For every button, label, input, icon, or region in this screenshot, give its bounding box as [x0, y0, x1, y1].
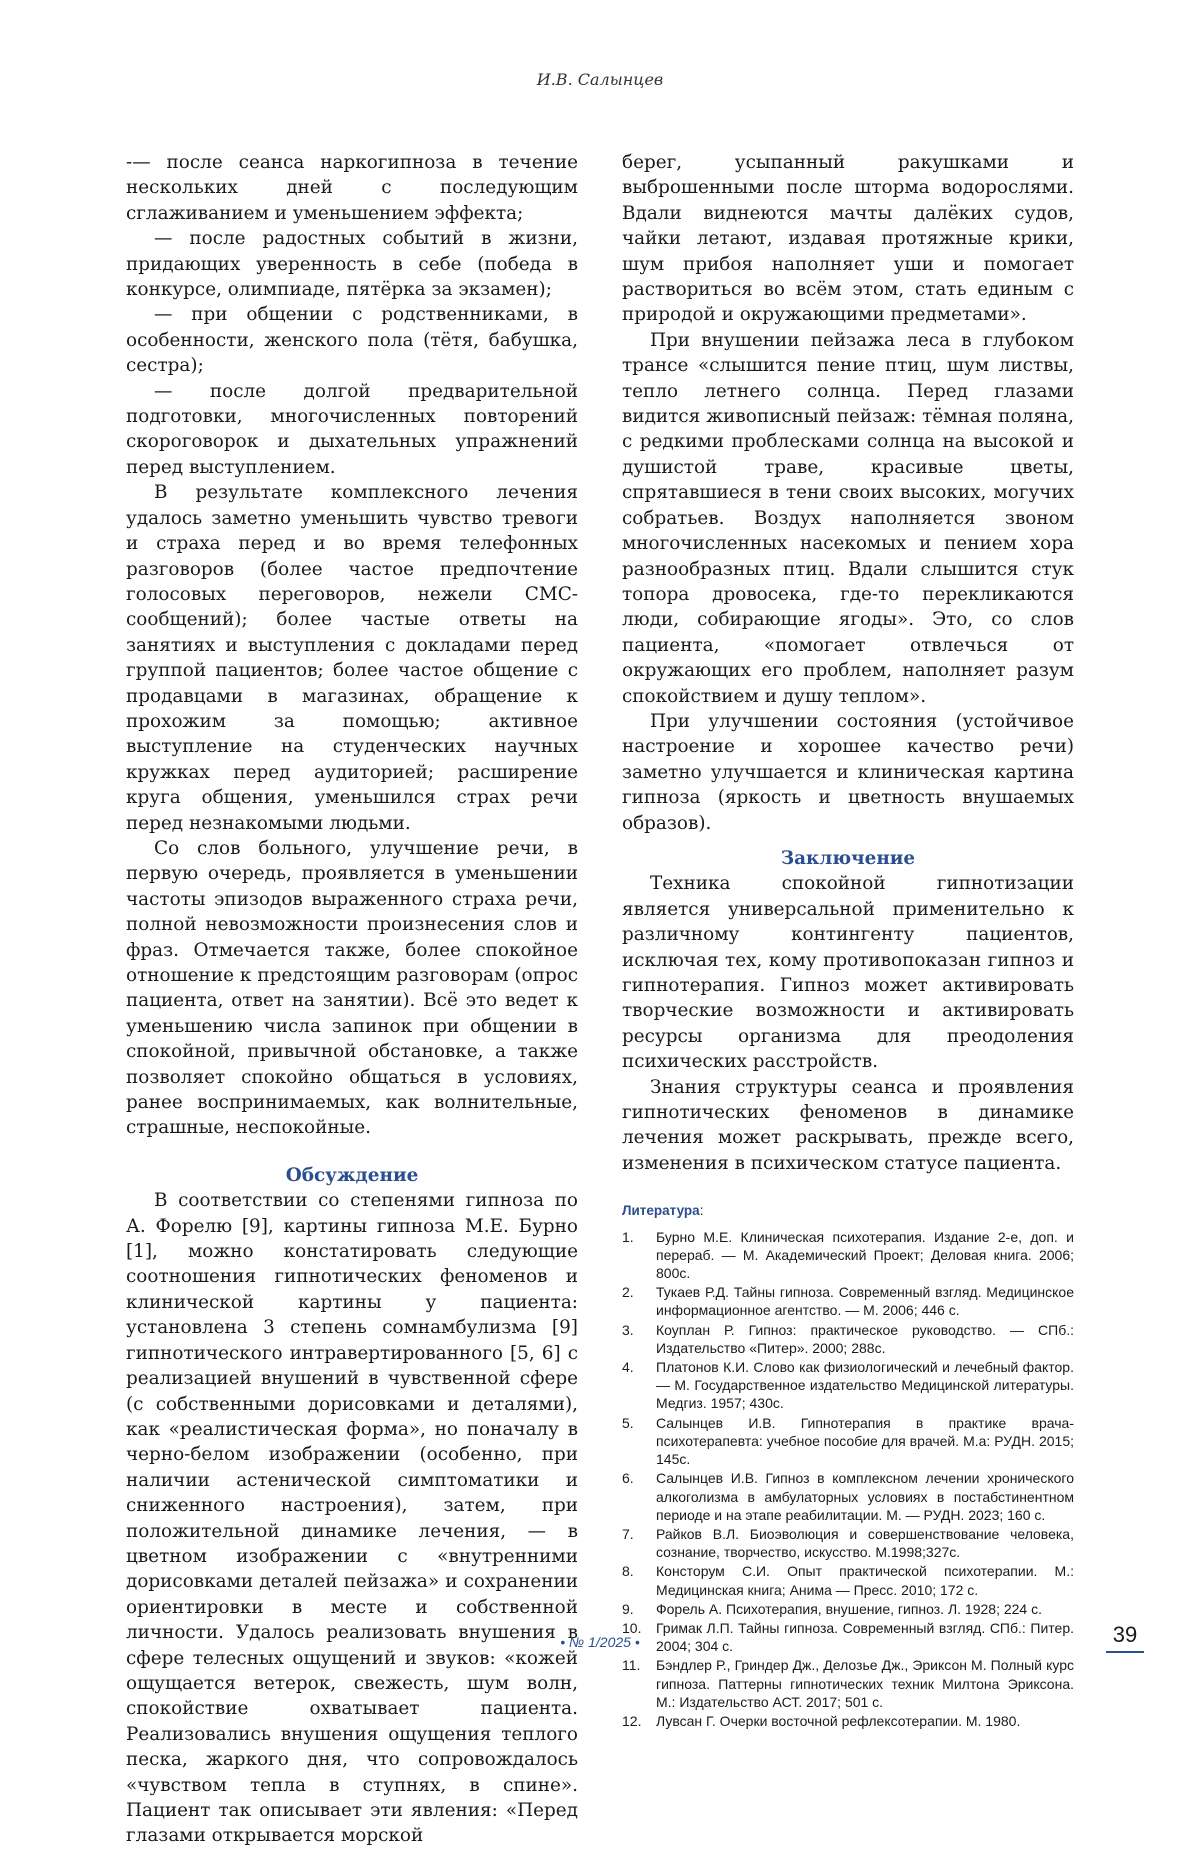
reference-item	[622, 1600, 1074, 1618]
paragraph: При улучшении состояния (устойчивое настроение и хорошее качество речи) заметно улучшается и клиническая картина гипноза (яркость и цветность внушаемых образов).	[622, 710, 1074, 834]
reference-number: 3.	[622, 1321, 634, 1338]
paragraph: -— после сеанса наркогипноза в течение нескольких дней с последующим сглаживанием и уменьшением эффекта;	[126, 152, 578, 224]
paragraph: В результате комплексного лечения удалось заметно уменьшить чувство тревоги и страха перед и во время телефонных разговоров (более частое предпочтение голосовых переговоров, нежели СМС-сообщений); более частые ответы на занятиях и выступления с докладами перед группой пациентов; более частое общение с продавцами в магазинах, обращение к прохожим за помощью; активное выступление на студенческих научных кружках перед аудиторией; расширение круга общения, уменьшился страх речи перед незнакомыми людьми.	[126, 482, 578, 834]
references-title	[622, 1198, 1074, 1223]
paragraph: берег, усыпанный ракушками и выброшенными после шторма водорослями. Вдали виднеются мачты далёких судов, чайки летают, издавая протяжные крики, шум прибоя наполняет уши и помогает раствориться во всём этом, стать единым с природой и окружающими предметами».	[622, 152, 1074, 326]
paragraph: В соответствии со степенями гипноза по А. Форелю [9], картины гипноза М.Е. Бурно [1], можно констатировать следующие соотношения гипнотических феноменов и клинической картины у пациента: установлена 3 степень сомнамбулизма [9] гипнотического интравертированного [5, 6] с реализацией внушений в чувственной сфере (с собственными дорисовками и деталями), как «реалистическая форма», но поначалу в черно-белом изображении (особенно, при наличии астенической симптоматики и сниженного настроения), затем, при положительной динамике лечения, — в цветном изображении с «внутренними дорисовками деталей пейзажа» и сохранении ориентировки в месте и собственной личности. Удалось реализовать внушения в сфере телесных ощущений и звуков: «кожей ощущается ветерок, свежесть, шум волн, спокойствие охватывает пациента. Реализовались внушения ощущения теплого песка, жаркого дня, что сопровождалось «чувством тепла в ступнях, в спине». Пациент так описывает эти явления: «Перед глазами открывается морской	[126, 1190, 578, 1847]
reference-number: 1.	[622, 1228, 634, 1245]
reference-text: Райков В.Л. Биоэволюция и совершенствование человека, сознание, творчество, искусство. М.1998;327с.	[656, 1525, 1074, 1561]
reference-item	[622, 1562, 1074, 1598]
reference-text: Бурно М.Е. Клиническая психотерапия. Издание 2-е, доп. и перераб. — М. Академический Проект; Деловая книга. 2006; 800с.	[656, 1228, 1074, 1282]
reference-text: Бэндлер Р., Гриндер Дж., Делозье Дж., Эриксон М. Полный курс гипноза. Паттерны гипнотических техник Милтона Эриксона. М.: Издательство АСТ. 2017; 501 с.	[656, 1657, 1074, 1710]
reference-text: Платонов К.И. Слово как физиологический и лечебный фактор. — М. Государственное издательство Медицинской литературы. Медгиз. 1957; 430с.	[656, 1359, 1074, 1412]
paragraph: Знания структуры сеанса и проявления гипнотических феноменов в динамике лечения может раскрывать, прежде всего, изменения в психическом статусе пациента.	[622, 1076, 1074, 1174]
footer-issue-number: • № 1/2025 •	[560, 1634, 640, 1650]
running-head-author: И.В. Салынцев	[536, 70, 664, 89]
reference-number: 5.	[622, 1414, 634, 1431]
reference-number: 8.	[622, 1563, 634, 1580]
reference-item	[622, 1469, 1074, 1524]
reference-item	[622, 1712, 1074, 1730]
reference-item	[622, 1321, 1074, 1357]
section-heading-conclusion: Заключение	[780, 847, 916, 869]
reference-text: Лувсан Г. Очерки восточной рефлексотерапии. М. 1980.	[656, 1712, 1021, 1729]
reference-number: 4.	[622, 1359, 634, 1376]
references-title-colon: :	[699, 1203, 704, 1219]
section-heading-discussion: Обсуждение	[285, 1164, 419, 1186]
reference-item	[622, 1283, 1074, 1319]
reference-item	[622, 1525, 1074, 1561]
references-list	[622, 1228, 1074, 1730]
paragraph: — после радостных событий в жизни, придающих уверенность в себе (победа в конкурсе, олимпиаде, пятёрка за экзамен);	[126, 228, 578, 301]
paragraph: Техника спокойной гипнотизации является универсальной применительно к различному контингенту пациентов, исключая тех, кому противопоказан гипноз и гипнотерапия. Гипноз может активировать творческие возможности и активировать ресурсы организма для преодоления психических расстройств.	[622, 873, 1074, 1073]
paragraph: — при общении с родственниками, в особенности, женского пола (тётя, бабушка, сестра);	[126, 304, 578, 377]
reference-text: Консторум С.И. Опыт практической психотерапии. М.: Медицинская книга; Анима — Пресс. 2010; 172 с.	[656, 1563, 1074, 1598]
reference-item	[622, 1228, 1074, 1283]
reference-text: Салынцев И.В. Гипнотерапия в практике врача-психотерапевта: учебное пособие для врачей. М.а: РУДН. 2015; 145с.	[656, 1414, 1074, 1468]
reference-number: 6.	[622, 1470, 634, 1487]
reference-number: 11.	[622, 1657, 641, 1674]
reference-text: Тукаев Р.Д. Тайны гипноза. Современный взгляд. Медицинское информационное агентство. — М. 2006; 446 с.	[656, 1284, 1074, 1319]
reference-number: 2.	[622, 1284, 634, 1301]
reference-number: 10.	[622, 1619, 642, 1636]
reference-item	[622, 1358, 1074, 1413]
reference-text: Салынцев И.В. Гипноз в комплексном лечении хронического алкоголизма в амбулаторных условиях в постабстинентном периоде и на этапе реабилитации. М. — РУДН. 2023; 160 с.	[656, 1470, 1074, 1523]
reference-text: Форель А. Психотерапия, внушение, гипноз. Л. 1928; 224 с.	[656, 1600, 1042, 1617]
reference-number: 9.	[622, 1600, 634, 1617]
reference-number: 12.	[622, 1712, 642, 1729]
reference-item	[622, 1414, 1074, 1469]
page-number: 39	[1106, 1622, 1144, 1653]
references-title-text: Литература	[622, 1203, 700, 1219]
reference-text: Коуплан Р. Гипноз: практическое руководство. — СПб.: Издательство «Питер». 2000; 288с.	[656, 1321, 1074, 1356]
left-column	[126, 150, 578, 1849]
paragraph: При внушении пейзажа леса в глубоком трансе «слышится пение птиц, шум листвы, тепло летнего солнца. Перед глазами видится живописный пейзаж: тёмная поляна, с редкими проблесками солнца на высокой и душистой траве, красивые цветы, спрятавшиеся в тени своих высоких, могучих собратьев. Воздух наполняется звоном многочисленных насекомых и пением хора разнообразных птиц. Вдали слышится стук топора дровосека, где-то перекликаются люди, собирающие ягоды». Это, со слов пациента, «помогает отвлечься от окружающих его проблем, наполняет разум спокойствием и душу теплом».	[622, 329, 1074, 707]
paragraph: Со слов больного, улучшение речи, в первую очередь, проявляется в уменьшении частоты эпизодов выраженного страха речи, полной невозможности произнесения слов и фраз. Отмечается также, более спокойное отношение к предстоящим разговорам (опрос пациента, ответ на занятии). Всё это ведет к уменьшению числа запинок при общении в спокойной, привычной обстановке, а также позволяет спокойно общаться в условиях, ранее воспринимаемых, как волнительные, страшные, неспокойные.	[126, 837, 578, 1139]
right-column	[622, 150, 1074, 1731]
reference-number: 7.	[622, 1525, 634, 1542]
paragraph: — после долгой предварительной подготовки, многочисленных повторений скороговорок и дыхательных упражнений перед выступлением.	[126, 380, 578, 478]
reference-text: Гримак Л.П. Тайны гипноза. Современный взгляд. СПб.: Питер. 2004; 304 с.	[656, 1619, 1074, 1655]
reference-item	[622, 1656, 1074, 1711]
